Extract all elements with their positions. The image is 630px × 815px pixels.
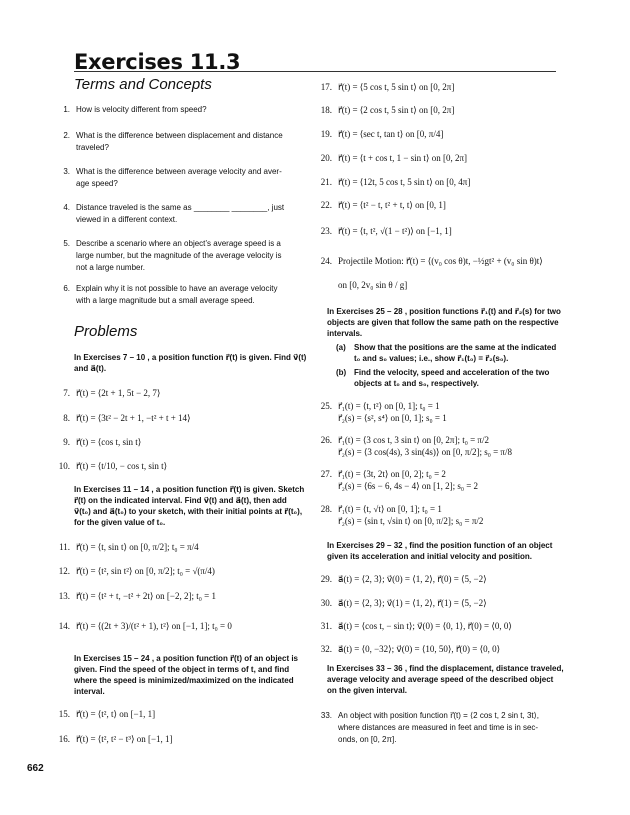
terms-heading: Terms and Concepts <box>74 76 212 93</box>
instruction-25-28: In Exercises 25 – 28 , position functions r⃗₁(t) and r⃗₂(s) for two objects are given that follow the same path on the respective intervals. <box>327 307 561 338</box>
page-number: 662 <box>27 763 44 774</box>
instruction-15-24: In Exercises 15 – 24 , a position function r⃗(t) of an object is given. Find the speed of the object in terms of t, and find where the speed is minimized/maximized on the indicated interval. <box>74 654 298 696</box>
problems-heading: Problems <box>74 323 138 340</box>
instruction-7-10: In Exercises 7 – 10 , a position function r⃗(t) is given. Find v⃗(t) and a⃗(t). <box>74 353 307 373</box>
page-title: Exercises 11.3 <box>74 50 241 74</box>
instruction-29-32: In Exercises 29 – 32 , find the position function of an object given its acceleration and initial velocity and position. <box>327 541 553 561</box>
instruction-33-36: In Exercises 33 – 36 , find the displacement, distance traveled, average velocity and average speed of the described object on the given interval. <box>327 664 564 695</box>
instruction-11-14: In Exercises 11 – 14 , a position function r⃗(t) is given. Sketch r⃗(t) on the indicated interval. Find v⃗(t) and a⃗(t), then add v⃗(t₀) and a⃗(t₀) to your sketch, with their initial points at r⃗(t₀), for the given value of t₀. <box>74 485 305 527</box>
title-rule <box>74 71 556 72</box>
